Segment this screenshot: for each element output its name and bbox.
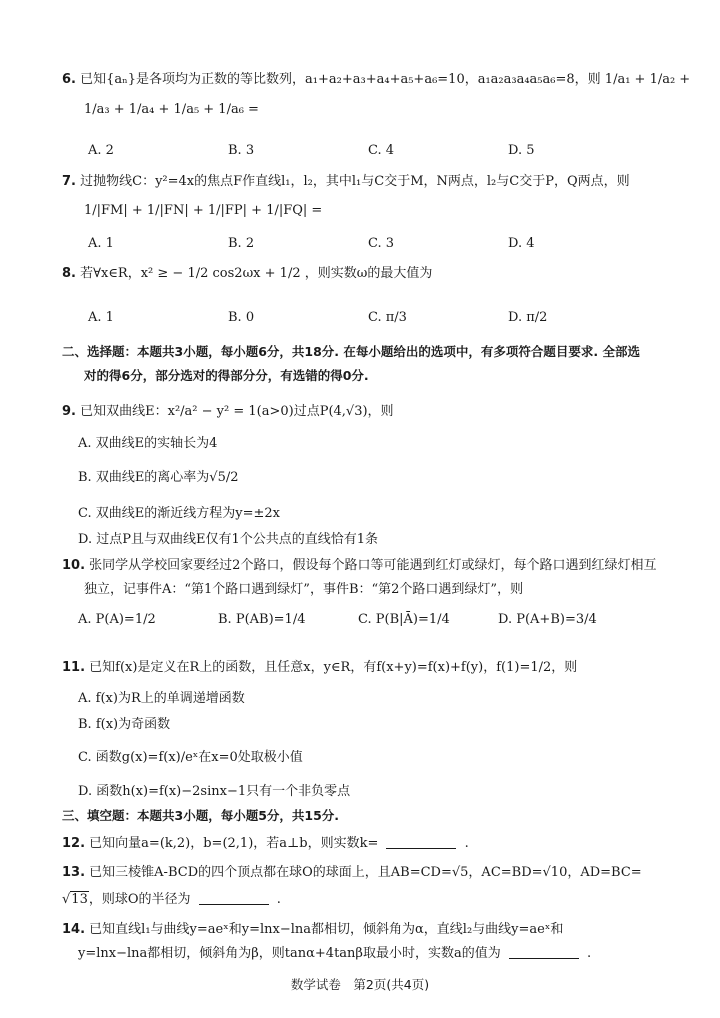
q8-number: 8.: [62, 266, 76, 281]
q12-answer-blank[interactable]: [386, 848, 456, 849]
q14-stem-line1: [62, 918, 563, 937]
q9-stem-line: [62, 400, 394, 419]
q8-stem-line: [62, 262, 432, 281]
q7-option-a: A. 1: [88, 236, 114, 251]
q13-number: 13.: [62, 865, 86, 880]
q9-stem: 已知双曲线E：x²/a² − y² = 1(a>0)过点P(4,√3)，则: [80, 404, 394, 419]
section-2-header-line2: 对的得6分，部分选对的得部分分，有选错的得0分.: [84, 368, 369, 383]
q10-option-d: D. P(A+B)=3/4: [498, 612, 597, 627]
q12-number: 12.: [62, 836, 86, 851]
q10-option-b: B. P(AB)=1/4: [218, 612, 306, 627]
q10-stem-line1-text: 张同学从学校回家要经过2个路口，假设每个路口等可能遇到红灯或绿灯，每个路口遇到红绿灯相互: [89, 558, 657, 573]
q13-answer-blank[interactable]: [199, 904, 269, 905]
q13-stem-line2-text: ，则球O的半径为: [88, 892, 191, 907]
q13-tail: .: [276, 892, 281, 907]
q6-option-c: C. 4: [368, 143, 395, 158]
q6-option-d: D. 5: [508, 143, 535, 158]
q8-option-b: B. 0: [228, 310, 255, 325]
q6-option-b: B. 3: [228, 143, 255, 158]
q11-option-c: C. 函数g(x)=f(x)/eˣ在x=0处取极小值: [78, 750, 303, 765]
q11-stem-line: [62, 656, 577, 675]
q6-option-a: A. 2: [88, 143, 114, 158]
q13-sqrt-value: 13: [71, 892, 88, 907]
q14-stem-line2-text: y=lnx−lna都相切，倾斜角为β，则tanα+4tanβ取最小时，实数a的值为: [78, 946, 501, 961]
q10-stem-line1: [62, 554, 656, 573]
q14-tail: .: [586, 946, 592, 961]
q11-option-b: B. f(x)为奇函数: [78, 717, 171, 732]
q6-expr-line: [84, 102, 259, 117]
q7-stem: 过抛物线C：y²=4x的焦点F作直线l₁，l₂，其中l₁与C交于M，N两点，l₂与C交于P，Q两点，则: [80, 174, 630, 189]
q14-stem-line2: [78, 942, 591, 961]
q12-tail: .: [464, 836, 469, 851]
page-footer: 数学试卷 第2页(共4页): [290, 977, 430, 992]
q10-number: 10.: [62, 558, 86, 573]
q8-option-c: C. π/3: [368, 310, 407, 325]
q10-option-c: C. P(B|Ā)=1/4: [358, 612, 450, 627]
q6-expr-b: 1/a₃ + 1/a₄ + 1/a₅ + 1/a₆ =: [84, 102, 259, 117]
q8-option-a: A. 1: [88, 310, 114, 325]
q11-option-d: D. 函数h(x)=f(x)−2sinx−1只有一个非负零点: [78, 784, 351, 799]
q7-number: 7.: [62, 174, 76, 189]
q8-stem-b: cos2ωx +: [212, 266, 276, 281]
q7-stem-line: [62, 170, 630, 189]
q10-stem-line2: 独立，记事件A：“第1个路口遇到绿灯”，事件B：“第2个路口遇到绿灯”，则: [84, 582, 524, 597]
q7-expr: 1/|FM| + 1/|FN| + 1/|FP| + 1/|FQ| =: [84, 203, 323, 218]
q8-stem-c: ，则实数ω的最大值为: [304, 266, 433, 281]
q14-stem-line1-text: 已知直线l₁与曲线y=aeˣ和y=lnx−lna都相切，倾斜角为α，直线l₂与曲线y=aeˣ和: [89, 922, 564, 937]
q7-option-c: C. 3: [368, 236, 395, 251]
q13-sqrt-symbol: √: [62, 892, 71, 907]
q9-number: 9.: [62, 404, 76, 419]
q11-number: 11.: [62, 660, 86, 675]
q8-fraction-1: 1/2: [187, 266, 209, 281]
q9-option-c: C. 双曲线E的渐近线方程为y=±2x: [78, 506, 280, 521]
q9-option-a: A. 双曲线E的实轴长为4: [78, 436, 218, 451]
q6-number: 6.: [62, 72, 76, 87]
q7-option-b: B. 2: [228, 236, 255, 251]
q12-stem: 已知向量a=(k,2)，b=(2,1)，若a⊥b，则实数k=: [89, 836, 379, 851]
q6-stem-line: [62, 68, 690, 87]
q9-option-b: B. 双曲线E的离心率为√5/2: [78, 470, 239, 485]
q14-number: 14.: [62, 922, 86, 937]
section-3-header: 三、填空题：本题共3小题，每小题5分，共15分.: [62, 808, 340, 823]
q13-stem-line1: [62, 861, 642, 880]
q14-answer-blank[interactable]: [509, 958, 579, 959]
section-2-header-line1: 二、选择题：本题共3小题，每小题6分，共18分. 在每小题给出的选项中，有多项符合题目要求. 全部选: [62, 344, 640, 359]
q9-option-d: D. 过点P且与双曲线E仅有1个公共点的直线恰有1条: [78, 532, 379, 547]
q6-stem: 已知{aₙ}是各项均为正数的等比数列，a₁+a₂+a₃+a₄+a₅+a₆=10，a₁a₂a₃a₄a₅a₆=8，则: [80, 72, 601, 87]
q13-stem-line1-text: 已知三棱锥A-BCD的四个顶点都在球O的球面上，且AB=CD=√5，AC=BD=√10，AD=BC=: [89, 865, 642, 880]
q11-stem: 已知f(x)是定义在R上的函数，且任意x，y∈R，有f(x+y)=f(x)+f(y)，f(1)=1/2，则: [89, 660, 578, 675]
q8-option-d: D. π/2: [508, 310, 548, 325]
q7-expr-line: [84, 203, 322, 218]
q7-option-d: D. 4: [508, 236, 535, 251]
q8-stem-a: 若∀x∈R，x² ≥ −: [80, 266, 184, 281]
q8-fraction-2: 1/2: [279, 266, 301, 281]
q6-expr-a: 1/a₁ + 1/a₂ +: [604, 72, 691, 87]
q10-option-a: A. P(A)=1/2: [78, 612, 156, 627]
q11-option-a: A. f(x)为R上的单调递增函数: [78, 691, 245, 706]
q13-stem-line2: [62, 888, 281, 907]
q12-stem-line: [62, 832, 469, 851]
